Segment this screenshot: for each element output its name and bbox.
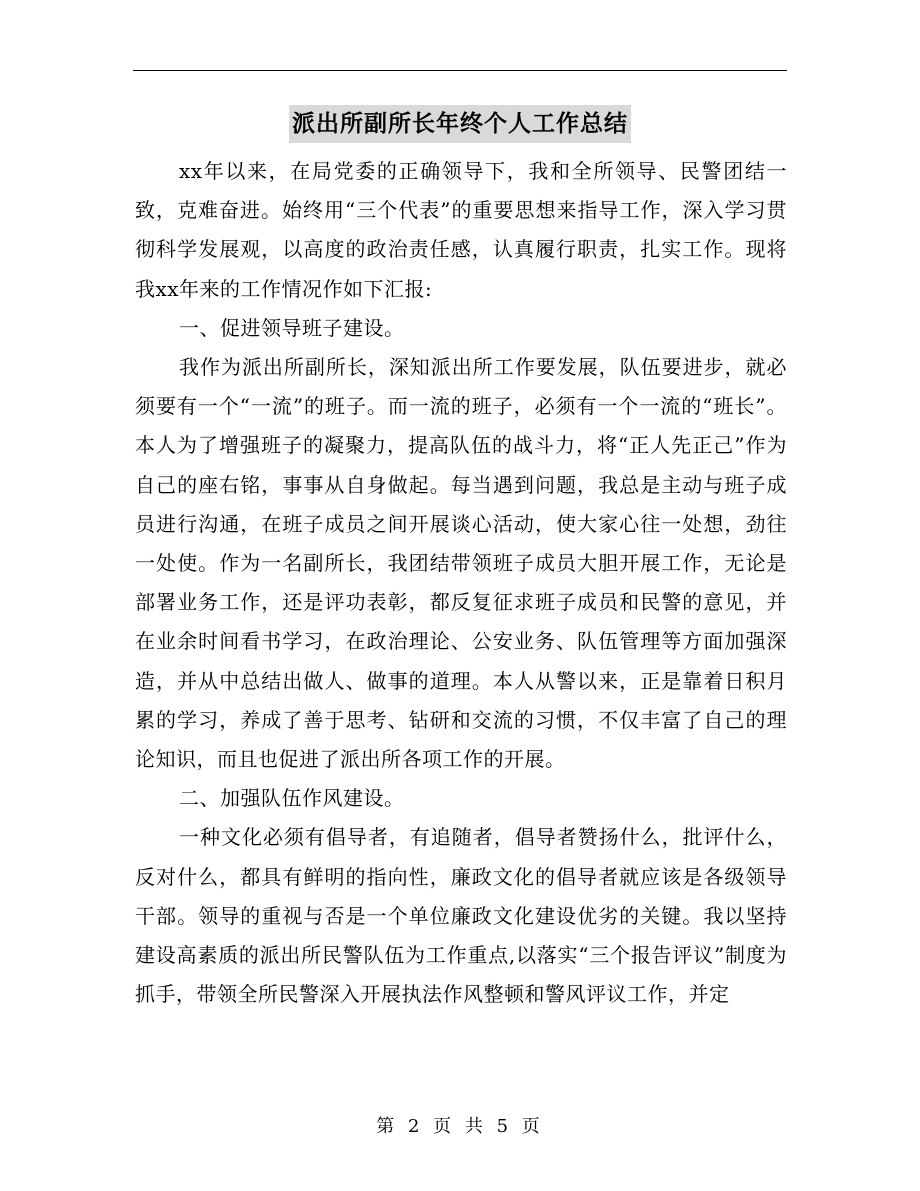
section-heading-2: 二、加强队伍作风建设。 [179, 786, 405, 811]
paragraph-intro: xx年以来，在局党委的正确领导下，我和全所领导、民警团结一致，克难奋进。始终用“三个代表”的重要思想来指导工作，深入学习贯彻科学发展观，以高度的政治责任感，认真履行职责，扎实工作。现将我xx年来的工作情况作如下汇报: [135, 159, 787, 301]
section-heading-1: 一、促进领导班子建设。 [179, 315, 405, 340]
paragraph-section-2: 一种文化必须有倡导者，有追随者，倡导者赞扬什么，批评什么，反对什么，都具有鲜明的指向性，廉政文化的倡导者就应该是各级领导干部。领导的重视与否是一个单位廉政文化建设优劣的关键。我以坚持建设高素质的派出所民警队伍为工作重点,以落实“三个报告评议”制度为抓手，带领全所民警深入开展执法作风整顿和警风评议工作，并定 [135, 825, 787, 1007]
document-body [135, 152, 787, 1014]
header-rule [133, 70, 787, 71]
page-footer: 第 2 页 共 5 页 [376, 1116, 544, 1137]
paragraph-section-1: 我作为派出所副所长，深知派出所工作要发展，队伍要进步，就必须要有一个“一流”的班子。而一流的班子，必须有一个一流的“班长”。本人为了增强班子的凝聚力，提高队伍的战斗力，将“正人先正己”作为自己的座右铭，事事从自身做起。每当遇到问题，我总是主动与班子成员进行沟通，在班子成员之间开展谈心活动，使大家心往一处想，劲往一处使。作为一名副所长，我团结带领班子成员大胆开展工作，无论是部署业务工作，还是评功表彰，都反复征求班子成员和民警的意见，并在业余时间看书学习，在政治理论、公安业务、队伍管理等方面加强深造，并从中总结出做人、做事的道理。本人从警以来，正是靠着日积月累的学习，养成了善于思考、钻研和交流的习惯，不仅丰富了自己的理论知识，而且也促进了派出所各项工作的开展。 [135, 355, 787, 772]
title-wrap [0, 105, 920, 143]
document-title: 派出所副所长年终个人工作总结 [289, 105, 631, 143]
